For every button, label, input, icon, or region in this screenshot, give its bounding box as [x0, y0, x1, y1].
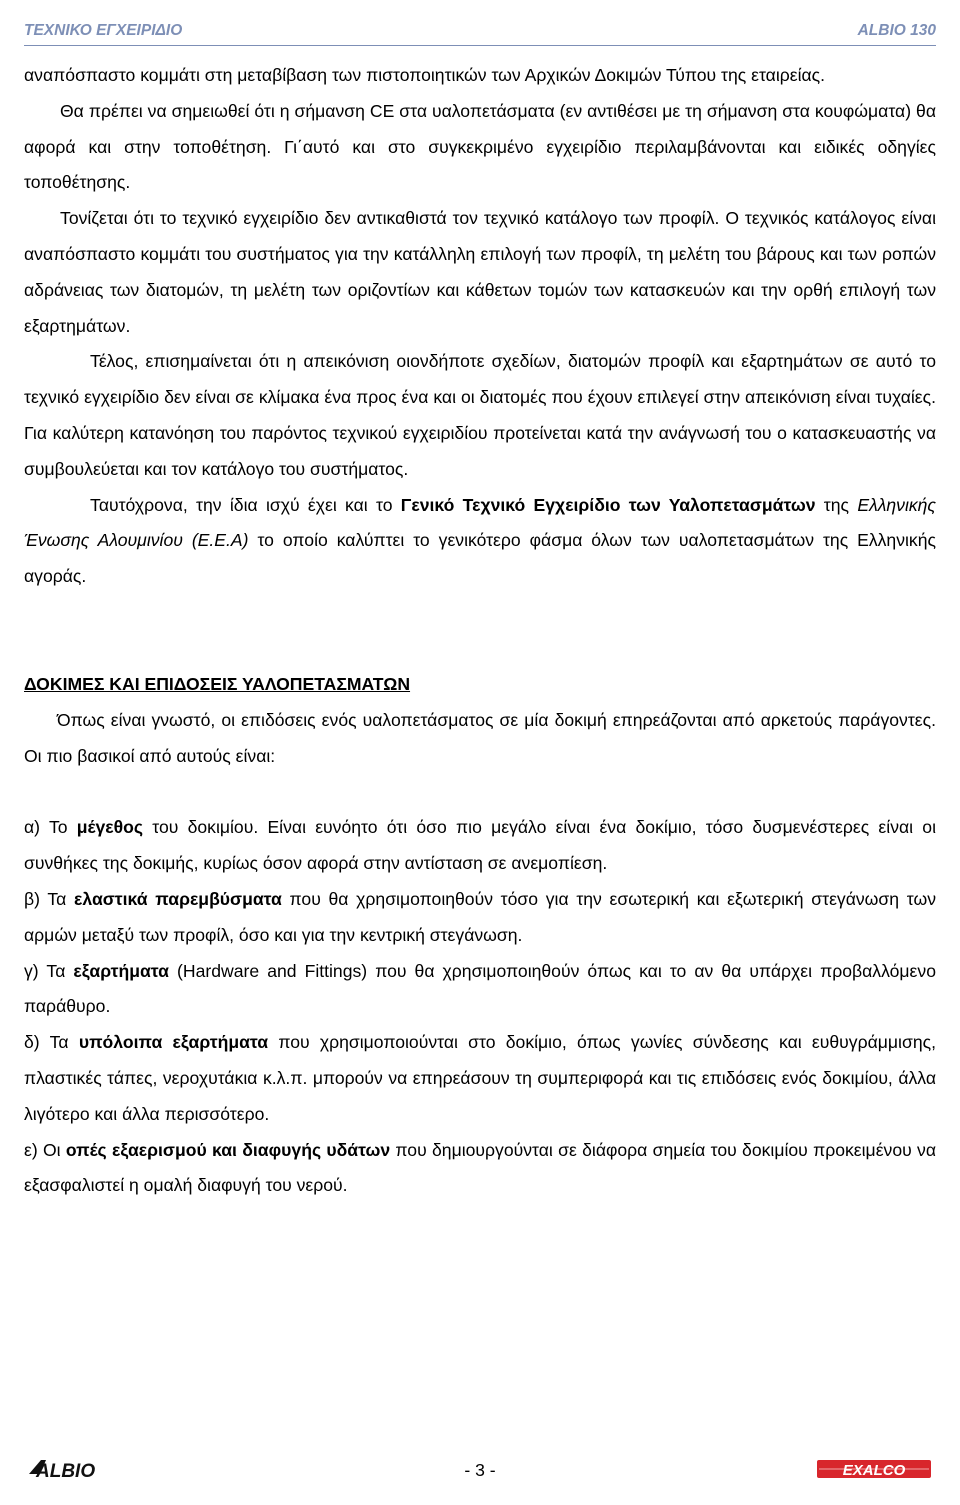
header-title: ΤΕΧΝΙΚΟ ΕΓΧΕΙΡΙΔΙΟ [24, 22, 183, 39]
exalco-logo [815, 1457, 933, 1481]
list-item: ε) Οι οπές εξαερισμού και διαφυγής υδάτων που δημιουργούνται σε διάφορα σημεία του δοκιμίου προκειμένου να εξασφαλιστεί η ομαλή διαφυγή του νερού. [24, 1139, 936, 1196]
list-item-keyword: υπόλοιπα εξαρτήματα [78, 1032, 269, 1053]
list-item: γ) Τα εξαρτήματα (Hardware and Fittings) που θα χρησιμοποιηθούν όπως και το αν θα υπάρχει προβαλλόμενο παράθυρο. [24, 960, 936, 1017]
list-item-keyword: μέγεθος [76, 817, 144, 838]
paragraph-1: αναπόσπαστο κομμάτι στη μεταβίβαση των πιστοποιητικών των Αρχικών Δοκιμών Τύπου της εταιρείας. [24, 65, 826, 85]
list-item: β) Τα ελαστικά παρεμβύσματα που θα χρησιμοποιηθούν τόσο για την εσωτερική και εξωτερική στεγάνωση των αρμών μεταξύ των προφίλ, όσο και για την κεντρική στεγάνωση. [24, 888, 936, 945]
paragraph-3: Τονίζεται ότι το τεχνικό εγχειρίδιο δεν αντικαθιστά τον τεχνικό κατάλογο των προφίλ. Ο τεχνικός κατάλογος είναι αναπόσπαστο κομμάτι του συστήματος για την κατάλληλη επιλογή των προφίλ, τη μελέτη του βάρους και των ροπών αδράνειας των διατομών, τη μελέτη των οριζοντίων και κάθετων τομών των κατασκευών και την ορθή επιλογή των εξαρτημάτων. [24, 208, 936, 336]
page-header [24, 22, 936, 46]
exalco-logo-text: EXALCO [842, 1462, 906, 1479]
list-item-keyword: ελαστικά παρεμβύσματα [74, 888, 282, 909]
page-number: - 3 - [464, 1460, 496, 1480]
paragraph-5: Ταυτόχρονα, την ίδια ισχύ έχει και το Γενικό Τεχνικό Εγχειρίδιο των Υαλοπετασμάτων της Ελληνικής Ένωσης Αλουμινίου (Ε.Ε.Α) το οποίο καλύπτει το γενικότερο φάσμα όλων των υαλοπετασμάτων της Ελληνικής αγοράς. [24, 494, 936, 587]
page-footer [0, 1455, 960, 1485]
section-heading: ΔΟΚΙΜΕΣ ΚΑΙ ΕΠΙΔΟΣΕΙΣ ΥΑΛΟΠΕΤΑΣΜΑΤΩΝ [24, 673, 411, 694]
paragraph-4: Τέλος, επισημαίνεται ότι η απεικόνιση οιονδήποτε σχεδίων, διατομών προφίλ και εξαρτημάτων σε αυτό το τεχνικό εγχειρίδιο δεν είναι σε κλίμακα ένα προς ένα και οι διατομές που έχουν επιλεγεί στην απεικόνιση είναι τυχαίες. Για καλύτερη κατανόηση του παρόντος τεχνικού εγχειριδίου προτείνεται κατά την ανάγνωσή του ο κατασκευαστής να συμβουλεύεται και τον κατάλογο του συστήματος. [24, 351, 936, 479]
intro-paragraph: Όπως είναι γνωστό, οι επιδόσεις ενός υαλοπετάσματος σε μία δοκιμή επηρεάζονται από αρκετούς παράγοντες. Οι πιο βασικοί από αυτούς είναι: [24, 709, 936, 766]
header-rule [24, 45, 936, 46]
page-content [24, 58, 936, 1204]
paragraph-2: Θα πρέπει να σημειωθεί ότι η σήμανση CE στα υαλοπετάσματα (εν αντιθέσει με τη σήμανση στα κουφώματα) θα αφορά και στην τοποθέτηση. Γι΄αυτό και στο συγκεκριμένο εγχειρίδιο περιλαμβάνονται και ειδικές οδηγίες τοποθέτησης. [24, 100, 936, 193]
list-item-keyword: οπές εξαερισμού και διαφυγής υδάτων [65, 1139, 391, 1160]
header-product: ALBIO 130 [857, 22, 936, 39]
list-item-keyword: εξαρτήματα [73, 960, 169, 981]
albio-logo-text: ALBIO [36, 1461, 96, 1481]
italic-association: Ελληνικής Ένωσης Αλουμινίου (Ε.Ε.Α) [24, 494, 936, 551]
list-item: δ) Τα υπόλοιπα εξαρτήματα που χρησιμοποιούνται στο δοκίμιο, όπως γωνίες σύνδεσης και ευθυγράμμισης, πλαστικές τάπες, νεροχυτάκια κ.λ.π. μπορούν να επηρεάσουν τη συμπεριφορά και τις επιδόσεις ενός δοκιμίου, άλλα λιγότερο και άλλα περισσότερο. [24, 1032, 936, 1124]
bold-manual-title: Γενικό Τεχνικό Εγχειρίδιο των Υαλοπετασμάτων [400, 494, 816, 515]
list-item: α) Το μέγεθος του δοκιμίου. Είναι ευνόητο ότι όσο πιο μεγάλο είναι ένα δοκίμιο, τόσο δυσμενέστερες είναι οι συνθήκες της δοκιμής, κυρίως όσον αφορά στην αντίσταση σε ανεμοπίεση. [24, 817, 936, 874]
